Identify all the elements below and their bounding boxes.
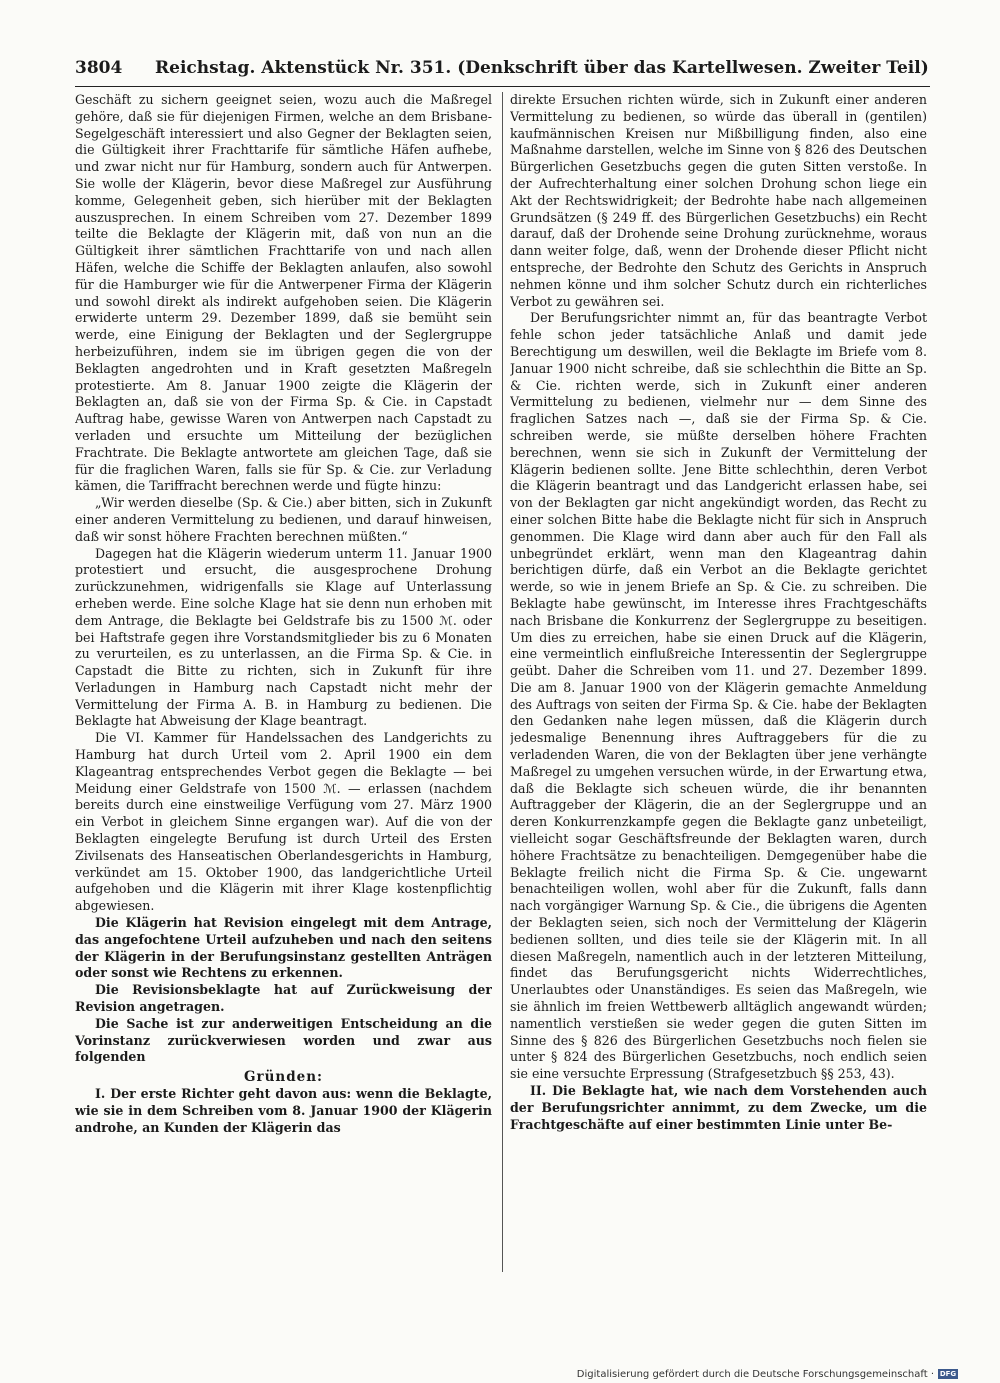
- running-title: Reichstag. Aktenstück Nr. 351. (Denkschrift über das Kartellwesen. Zweiter Teil): [155, 58, 929, 78]
- paragraph: I. Der erste Richter geht davon aus: wenn die Beklagte, wie sie in dem Schreiben vom 8. Januar 1900 der Klägerin androhe, an Kunden der Klägerin das: [75, 1086, 492, 1135]
- column-divider: [502, 92, 503, 1272]
- dfg-logo: DFG: [939, 1370, 957, 1378]
- digitization-footer: [577, 1366, 958, 1382]
- footer-text: Digitalisierung gefördert durch die Deutsche Forschungsgemeinschaft ·: [576, 1368, 934, 1380]
- paragraph: Die VI. Kammer für Handelssachen des Landgerichts zu Hamburg hat durch Urteil vom 2. April 1900 ein dem Klageantrag entsprechendes Verbot gegen die Beklagte — bei Meidung einer Geldstrafe von 1500 ℳ. — erlassen (nachdem bereits durch eine einstweilige Verfügung vom 27. März 1900 ein Verbot in gleichem Sinne ergangen war). Auf die von der Beklagten eingelegte Berufung ist durch Urteil des Ersten Zivilsenats des Hanseatischen Oberlandesgerichts in Hamburg, verkündet am 15. Oktober 1900, das landgerichtliche Urteil aufgehoben und die Klägerin mit ihrer Klage kostenpflichtig abgewiesen.: [75, 730, 492, 914]
- paragraph: Geschäft zu sichern geeignet seien, wozu auch die Maßregel gehöre, daß sie für diejenigen Firmen, welche an dem Brisbane-Segelgeschäft interessiert und also Gegner der Beklagten seien, die Gültigkeit ihrer Frachttarife für sämtliche Häfen aufhebe, und zwar nicht nur für Hamburg, sondern auch für Antwerpen. Sie wolle der Klägerin, bevor diese Maßregel zur Ausführung komme, Gelegenheit geben, sich hierüber mit der Beklagten auszusprechen. In einem Schreiben vom 27. Dezember 1899 teilte die Beklagte der Klägerin mit, daß von nun an die Gültigkeit ihrer sämtlichen Frachttarife von und nach allen Häfen, welche die Schiffe der Beklagten anlaufen, also sowohl für die Hamburger wie für die Antwerpener Firma der Klägerin und sowohl direkt als indirekt aufgehoben seien. Die Klägerin erwiderte unterm 29. Dezember 1899, daß sie bemüht sein werde, eine Einigung der Beklagten und der Seglergruppe herbeizuführen, indem sie im übrigen gegen die von der Beklagten angedrohten und in Kraft gesetzten Maßregeln protestierte. Am 8. Januar 1900 zeigte die Klägerin der Beklagten an, daß sie von der Firma Sp. & Cie. in Capstadt Auftrag habe, gewisse Waren von Antwerpen nach Capstadt zu verladen und ersuchte um Mitteilung der bezüglichen Frachtrate. Die Beklagte antwortete am gleichen Tage, daß sie für die fraglichen Waren, falls sie für Sp. & Cie. zur Verladung kämen, die Tariffracht berechnen werde und fügte hinzu:: [75, 92, 492, 494]
- paragraph: Die Klägerin hat Revision eingelegt mit dem Antrage, das angefochtene Urteil aufzuheben und nach den seitens der Klägerin in der Berufungsinstanz gestellten Anträgen oder sonst wie Rechtens zu erkennen.: [75, 915, 492, 981]
- paragraph: direkte Ersuchen richten würde, sich in Zukunft einer anderen Vermittelung zu bedienen, so würde das überall in (gentilen) kaufmännischen Kreisen nur Mißbilligung finden, also eine Maßnahme darstellen, welche im Sinne von § 826 des Deutschen Bürgerlichen Gesetzbuchs gegen die guten Sitten verstoße. In der Aufrechterhaltung einer solchen Drohung schon liege ein Akt der Rechtswidrigkeit; der Bedrohte habe nach allgemeinen Grundsätzen (§ 249 ff. des Bürgerlichen Gesetzbuchs) ein Recht darauf, daß der Drohende seine Drohung zurücknehme, woraus dann weiter folge, daß, wenn der Drohende dieser Pflicht nicht entspreche, der Bedrohte den Schutz des Gerichts in Anspruch nehmen könne und ihm solcher Schutz durch ein richterliches Verbot zu gewähren sei.: [510, 92, 927, 309]
- section-heading: Gründen:: [243, 1069, 324, 1086]
- paragraph: Die Sache ist zur anderweitigen Entscheidung an die Vorinstanz zurückverwiesen worden und zwar aus folgenden: [75, 1015, 492, 1065]
- paragraph: Die Revisionsbeklagte hat auf Zurückweisung der Revision angetragen.: [75, 982, 492, 1015]
- page-header: [75, 58, 930, 84]
- paragraph: Dagegen hat die Klägerin wiederum unterm 11. Januar 1900 protestiert und ersucht, die ausgesprochene Drohung zurückzunehmen, widrigenfalls sie Klage auf Unterlassung erheben werde. Eine solche Klage hat sie denn nun erhoben mit dem Antrage, die Beklagte bei Geldstrafe bis zu 1500 ℳ. oder bei Haftstrafe gegen ihre Vorstandsmitglieder bis zu 6 Monaten zu verurteilen, es zu unterlassen, an die Firma Sp. & Cie. in Capstadt die Bitte zu richten, sich in Zukunft für ihre Verladungen in Hamburg nach Capstadt nicht mehr der Vermittelung der Firma A. B. in Hamburg zu bedienen. Die Beklagte hat Abweisung der Klage beantragt.: [75, 545, 492, 729]
- left-column: [75, 92, 492, 1272]
- header-rule: [75, 86, 930, 87]
- paragraph: Der Berufungsrichter nimmt an, für das beantragte Verbot fehle schon jeder tatsächliche Anlaß und damit jede Berechtigung um deswillen, weil die Beklagte im Briefe vom 8. Januar 1900 nicht schreibe, daß sie schlechthin die Bitte an Sp. & Cie. richten werde, sich in Zukunft einer anderen Vermittelung zu bedienen, vielmehr nur — dem Sinne des fraglichen Satzes nach —, daß sie der Firma Sp. & Cie. schreiben werde, sie müßte derselben höhere Frachten berechnen, wenn sie sich in Zukunft der Vermittelung der Klägerin bedienen sollte. Jene Bitte schlechthin, deren Verbot die Klägerin beantragt und das Landgericht erlassen habe, sei von der Beklagten gar nicht angekündigt worden, das Recht zu einer solchen Bitte habe die Beklagte nicht für sich in Anspruch genommen. Die Klage wird dann aber auch für den Fall als unbegründet erklärt, wenn man den Klageantrag dahin berichtigen dürfe, daß ein Verbot an die Beklagte gerichtet werde, so wie in jenem Briefe an Sp. & Cie. zu schreiben. Die Beklagte habe gewünscht, im Interesse ihres Frachtgeschäfts nach Brisbane die Konkurrenz der Seglergruppe zu beseitigen. Um dies zu erreichen, habe sie einen Druck auf die Klägerin, eine vermeintlich einflußreiche Interessentin der Seglergruppe geübt. Daher die Schreiben vom 11. und 27. Dezember 1899. Die am 8. Januar 1900 von der Klägerin gemachte Anmeldung des Auftrags von seiten der Firma Sp. & Cie. habe der Beklagten den Gedanken nahe legen müssen, daß die Klägerin durch jedesmalige Benennung ihres Auftraggebers für die zu verladenden Waren, die von der Beklagten über jene verhängte Maßregel zu umgehen versuchen würde, in der Erwartung etwa, daß die Beklagte sich scheuen würde, die ihr benannten Auftraggeber der Klägerin, die an der Seglergruppe und an deren Konkurrenzkampfe gegen die Beklagte ganz unbeteiligt, vielleicht sogar Geschäftsfreunde der Beklagten waren, durch höhere Frachtsätze zu benachteiligen. Demgegenüber habe die Beklagte freilich nicht die Firma Sp. & Cie. ungewarnt benachteiligen wollen, wohl aber für die Zukunft, falls dann nach vorgängiger Warnung Sp. & Cie., die übrigens die Agenten der Beklagten seien, sich noch der Vermittelung der Klägerin bedienen sollten, und dies teile sie der Klägerin mit. In all diesen Maßregeln, namentlich auch in der letzteren Mitteilung, findet das Berufungsgericht nichts Widerrechtliches, Unerlaubtes oder Unanständiges. Es seien das Maßregeln, wie sie ähnlich im freien Wettbewerb alltäglich angewandt würden; namentlich verstießen sie weder gegen die guten Sitten im Sinne des § 826 des Bürgerlichen Gesetzbuchs noch fielen sie unter § 824 des Bürgerlichen Gesetzbuchs, noch endlich seien sie eine versuchte Erpressung (Strafgesetzbuch §§ 253, 43).: [510, 310, 927, 1082]
- quotation: „Wir werden dieselbe (Sp. & Cie.) aber bitten, sich in Zukunft einer anderen Vermittelung zu bedienen, und darauf hinweisen, daß wir sonst höhere Frachten berechnen müßten.“: [75, 495, 492, 544]
- page-number: 3804: [75, 58, 123, 78]
- paragraph: II. Die Beklagte hat, wie nach dem Vorstehenden auch der Berufungsrichter annimmt, zu dem Zwecke, um die Frachtgeschäfte auf einer bestimmten Linie unter Be-: [510, 1083, 927, 1132]
- right-column: [510, 92, 927, 1272]
